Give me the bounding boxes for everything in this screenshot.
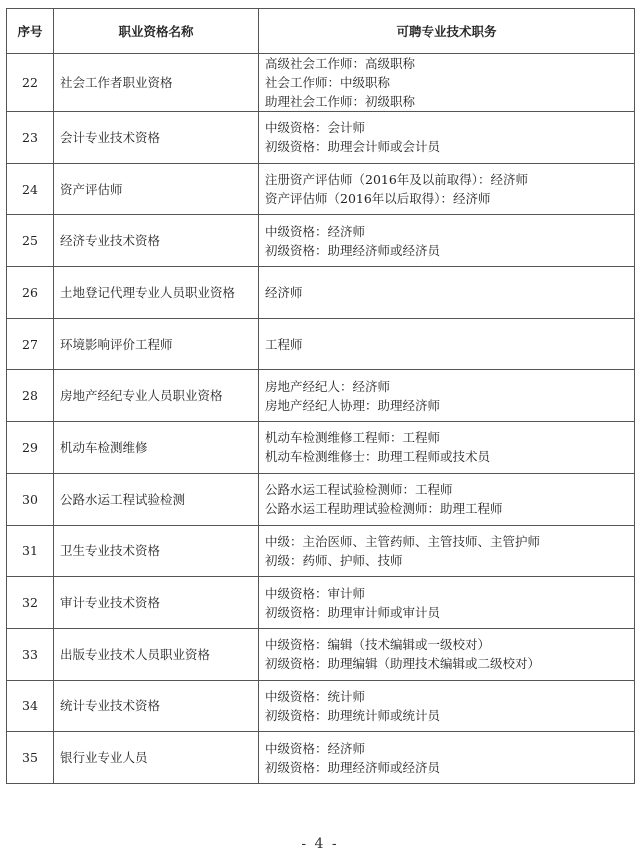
row-serial-number: 35 — [7, 732, 54, 784]
row-eligible-posts — [259, 732, 635, 784]
eligible-post-line: 社会工作师：中级职称 — [265, 75, 391, 90]
row-qualification-name: 会计专业技术资格 — [54, 112, 259, 164]
eligible-post-line: 资产评估师（2016年以后取得）：经济师 — [265, 191, 491, 207]
row-qualification-name: 卫生专业技术资格 — [54, 525, 259, 577]
header-eligible-post: 可聘专业技术职务 — [259, 9, 635, 54]
table-row — [7, 54, 635, 112]
eligible-post-line: 机动车检测维修士：助理工程师或技术员 — [265, 449, 491, 465]
row-eligible-posts — [259, 628, 635, 680]
row-eligible-posts — [259, 525, 635, 577]
page-number: - 4 - — [301, 836, 339, 852]
table-row — [7, 525, 635, 577]
eligible-post-line: 工程师 — [265, 336, 303, 352]
row-qualification-name: 土地登记代理专业人员职业资格 — [54, 267, 259, 319]
row-serial-number: 28 — [7, 370, 54, 422]
row-qualification-name: 资产评估师 — [54, 163, 259, 215]
table-row — [7, 680, 635, 732]
table-row — [7, 215, 635, 267]
row-eligible-posts — [259, 680, 635, 732]
row-eligible-posts — [259, 370, 635, 422]
row-qualification-name: 公路水运工程试验检测 — [54, 473, 259, 525]
eligible-post-line: 助理社会工作师：初级职称 — [265, 94, 416, 109]
row-eligible-posts — [259, 54, 635, 112]
row-serial-number: 22 — [7, 54, 54, 112]
table-row — [7, 473, 635, 525]
row-qualification-name: 社会工作者职业资格 — [54, 54, 259, 112]
eligible-post-line: 初级资格：助理经济师或经济员 — [265, 242, 441, 258]
row-serial-number: 29 — [7, 422, 54, 474]
table-header — [7, 9, 635, 54]
eligible-post-line: 中级：主治医师、主管药师、主管技师、主管护师 — [265, 533, 541, 549]
row-eligible-posts — [259, 215, 635, 267]
row-serial-number: 27 — [7, 318, 54, 370]
row-eligible-posts — [259, 112, 635, 164]
eligible-post-line: 机动车检测维修工程师：工程师 — [265, 430, 441, 446]
row-serial-number: 25 — [7, 215, 54, 267]
row-qualification-name: 审计专业技术资格 — [54, 577, 259, 629]
row-serial-number: 24 — [7, 163, 54, 215]
row-qualification-name: 经济专业技术资格 — [54, 215, 259, 267]
row-qualification-name: 环境影响评价工程师 — [54, 318, 259, 370]
row-serial-number: 30 — [7, 473, 54, 525]
eligible-post-line: 公路水运工程试验检测师：工程师 — [265, 482, 453, 498]
eligible-post-line: 中级资格：经济师 — [265, 740, 366, 756]
row-serial-number: 33 — [7, 628, 54, 680]
row-qualification-name: 房地产经纪专业人员职业资格 — [54, 370, 259, 422]
eligible-post-line: 初级资格：助理经济师或经济员 — [265, 759, 441, 775]
table-body — [7, 54, 635, 784]
qualification-table — [6, 8, 635, 784]
row-eligible-posts — [259, 473, 635, 525]
eligible-post-line: 中级资格：审计师 — [265, 585, 366, 601]
eligible-post-line: 房地产经纪人协理：助理经济师 — [265, 397, 441, 413]
row-eligible-posts — [259, 163, 635, 215]
table-row — [7, 318, 635, 370]
eligible-post-line: 公路水运工程助理试验检测师：助理工程师 — [265, 501, 503, 517]
eligible-post-line: 经济师 — [265, 284, 303, 300]
table-row — [7, 422, 635, 474]
row-serial-number: 31 — [7, 525, 54, 577]
eligible-post-line: 初级资格：助理编辑（助理技术编辑或二级校对） — [265, 656, 541, 672]
header-row — [7, 9, 635, 54]
header-serial-number: 序号 — [7, 9, 54, 54]
table-row — [7, 370, 635, 422]
header-qualification-name: 职业资格名称 — [54, 9, 259, 54]
eligible-post-line: 高级社会工作师：高级职称 — [265, 56, 416, 71]
table-row — [7, 577, 635, 629]
eligible-post-line: 初级资格：助理会计师或会计员 — [265, 139, 441, 155]
table-row — [7, 267, 635, 319]
eligible-post-line: 初级资格：助理审计师或审计员 — [265, 604, 441, 620]
eligible-post-line: 初级：药师、护师、技师 — [265, 552, 403, 568]
table-row — [7, 628, 635, 680]
row-eligible-posts — [259, 577, 635, 629]
row-serial-number: 34 — [7, 680, 54, 732]
row-qualification-name: 机动车检测维修 — [54, 422, 259, 474]
row-serial-number: 32 — [7, 577, 54, 629]
eligible-post-line: 中级资格：编辑（技术编辑或一级校对） — [265, 637, 491, 653]
row-eligible-posts — [259, 318, 635, 370]
row-serial-number: 23 — [7, 112, 54, 164]
table-row — [7, 163, 635, 215]
eligible-post-line: 中级资格：统计师 — [265, 688, 366, 704]
row-serial-number: 26 — [7, 267, 54, 319]
row-qualification-name: 出版专业技术人员职业资格 — [54, 628, 259, 680]
eligible-post-line: 房地产经纪人：经济师 — [265, 378, 391, 394]
row-eligible-posts — [259, 422, 635, 474]
eligible-post-line: 中级资格：经济师 — [265, 223, 366, 239]
table-row — [7, 732, 635, 784]
table-row — [7, 112, 635, 164]
row-qualification-name: 统计专业技术资格 — [54, 680, 259, 732]
row-eligible-posts — [259, 267, 635, 319]
eligible-post-line: 初级资格：助理统计师或统计员 — [265, 707, 441, 723]
row-qualification-name: 银行业专业人员 — [54, 732, 259, 784]
eligible-post-line: 中级资格：会计师 — [265, 120, 366, 136]
eligible-post-line: 注册资产评估师（2016年及以前取得）：经济师 — [265, 172, 529, 188]
